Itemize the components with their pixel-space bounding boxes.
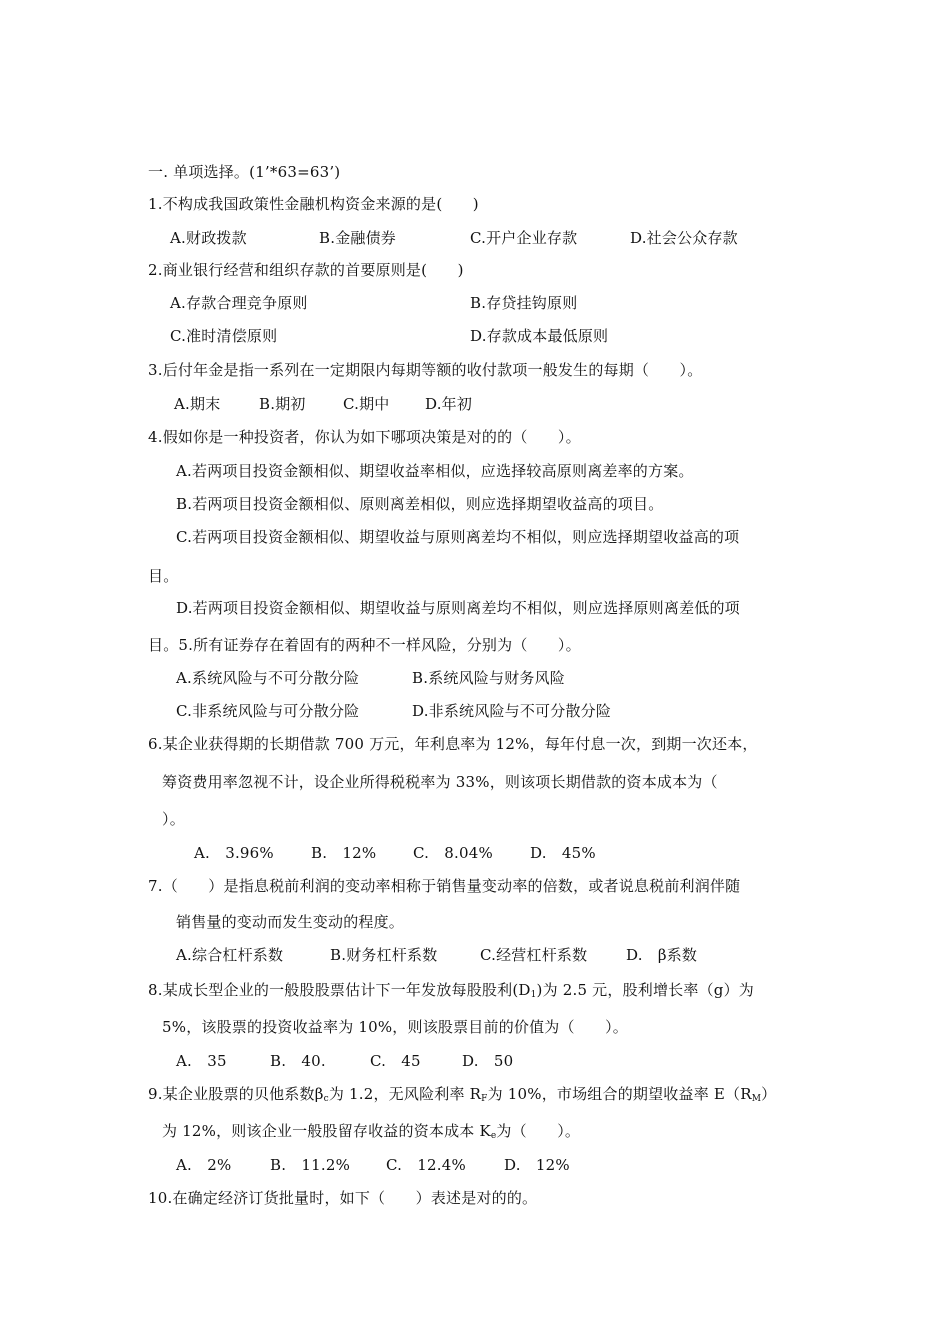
question-9-s2: 为 1.2，无风险利率 R — [328, 1085, 482, 1103]
question-9-s4: ） — [761, 1085, 777, 1103]
question-4-option-c-line1: C.若两项目投资金额相似、期望收益与原则离差均不相似，则应选择期望收益高的项 — [176, 528, 740, 546]
question-10-stem: 10.在确定经济订货批量时，如下（ ）表述是对的的。 — [148, 1189, 538, 1207]
section-title: 一. 单项选择。(1’*63=63’) — [148, 163, 341, 181]
question-3-option-a: A.期末 — [174, 395, 221, 413]
question-2-option-a: A.存款合理竞争原则 — [170, 294, 308, 312]
question-2-option-b: B.存贷挂钩原则 — [470, 294, 578, 312]
question-3-stem: 3.后付年金是指一系列在一定期限内每期等额的收付款项一般发生的每期（ ）。 — [148, 361, 703, 379]
question-7-option-d: D. β系数 — [626, 946, 698, 964]
question-8-option-b: B. 40. — [270, 1052, 326, 1070]
question-1-option-b: B.金融债券 — [319, 229, 396, 247]
question-1-option-d: D.社会公众存款 — [630, 229, 738, 247]
question-4-option-b: B.若两项目投资金额相似、原则离差相似，则应选择期望收益高的项目。 — [176, 495, 664, 513]
question-8-d1-subscript: 1 — [530, 990, 537, 1000]
question-3-option-d: D.年初 — [425, 395, 473, 413]
question-8-stem-line1-pre: 8.某成长型企业的一般股股票估计下一年发放每股股利(D — [148, 981, 531, 999]
question-2-option-d: D.存款成本最低原则 — [470, 327, 609, 345]
question-7-option-c: C.经营杠杆系数 — [480, 946, 588, 964]
question-8-stem-line1 — [148, 980, 754, 1005]
question-7-option-b: B.财务杠杆系数 — [330, 946, 438, 964]
question-7-option-a: A.综合杠杆系数 — [176, 946, 284, 964]
question-9-stem2-post: 为（ ）。 — [496, 1122, 581, 1140]
question-9-s1: 9.某企业股票的贝他系数β — [148, 1085, 324, 1103]
question-9-stem-line1 — [148, 1084, 776, 1109]
question-5-option-c: C.非系统风险与可分散分险 — [176, 702, 360, 720]
question-6-option-c: C. 8.04% — [413, 844, 493, 862]
question-9-beta-subscript: c — [323, 1094, 329, 1104]
question-4-stem: 4.假如你是一种投资者，你认为如下哪项决策是对的的（ ）。 — [148, 428, 581, 446]
question-9-option-b: B. 11.2% — [270, 1156, 351, 1174]
question-9-rf-subscript: F — [481, 1094, 488, 1104]
question-2-stem: 2.商业银行经营和组织存款的首要原则是( ) — [148, 261, 464, 279]
question-6-option-d: D. 45% — [530, 844, 596, 862]
question-2-option-c: C.准时清偿原则 — [170, 327, 278, 345]
question-4-option-c-line2: 目。 — [148, 567, 179, 585]
question-1-option-a: A.财政拨款 — [170, 229, 247, 247]
question-9-rm-subscript: M — [751, 1094, 762, 1104]
question-8-stem-line2: 5%，该股票的投资收益率为 10%，则该股票目前的价值为（ ）。 — [162, 1018, 629, 1036]
question-1-stem: 1.不构成我国政策性金融机构资金来源的是( ) — [148, 195, 479, 213]
question-8-stem-line1-post: )为 2.5 元，股利增长率（g）为 — [536, 981, 754, 999]
question-8-option-c: C. 45 — [370, 1052, 421, 1070]
question-9-stem2-pre: 为 12%，则该企业一般股留存收益的资本成本 K — [162, 1122, 491, 1140]
question-9-option-a: A. 2% — [176, 1156, 232, 1174]
question-8-option-a: A. 35 — [176, 1052, 227, 1070]
question-6-stem-line2: 筹资费用率忽视不计，设企业所得税税率为 33%，则该项长期借款的资本成本为（ — [162, 773, 718, 791]
question-5-option-a: A.系统风险与不可分散分险 — [176, 669, 360, 687]
question-9-stem-line2 — [162, 1121, 580, 1146]
question-3-option-c: C.期中 — [343, 395, 390, 413]
question-5-option-b: B.系统风险与财务风险 — [412, 669, 565, 687]
question-7-stem-line2: 销售量的变动而发生变动的程度。 — [176, 913, 405, 931]
question-1-option-c: C.开户企业存款 — [470, 229, 578, 247]
question-6-stem-line3: ）。 — [162, 810, 185, 828]
question-3-option-b: B.期初 — [259, 395, 306, 413]
question-5-option-d: D.非系统风险与不可分散分险 — [412, 702, 612, 720]
question-6-option-b: B. 12% — [311, 844, 377, 862]
question-4-option-a: A.若两项目投资金额相似、期望收益率相似，应选择较高原则离差率的方案。 — [176, 462, 694, 480]
question-9-ke-subscript: e — [490, 1131, 497, 1141]
question-9-s3: 为 10%，市场组合的期望收益率 E（R — [487, 1085, 752, 1103]
question-7-stem-line1: 7.（ ）是指息税前利润的变动率相称于销售量变动率的倍数，或者说息税前利润伴随 — [148, 877, 741, 895]
question-9-option-d: D. 12% — [504, 1156, 570, 1174]
question-8-option-d: D. 50 — [462, 1052, 514, 1070]
question-4-option-d-line1: D.若两项目投资金额相似、期望收益与原则离差均不相似，则应选择原则离差低的项 — [176, 599, 740, 617]
question-6-stem-line1: 6.某企业获得期的长期借款 700 万元，年利息率为 12%，每年付息一次，到期一次还本， — [148, 735, 758, 753]
question-9-option-c: C. 12.4% — [386, 1156, 466, 1174]
question-4-option-d-line2: 目。5.所有证券存在着固有的两种不一样风险，分别为（ ）。 — [148, 636, 581, 654]
question-6-option-a: A. 3.96% — [194, 844, 274, 862]
